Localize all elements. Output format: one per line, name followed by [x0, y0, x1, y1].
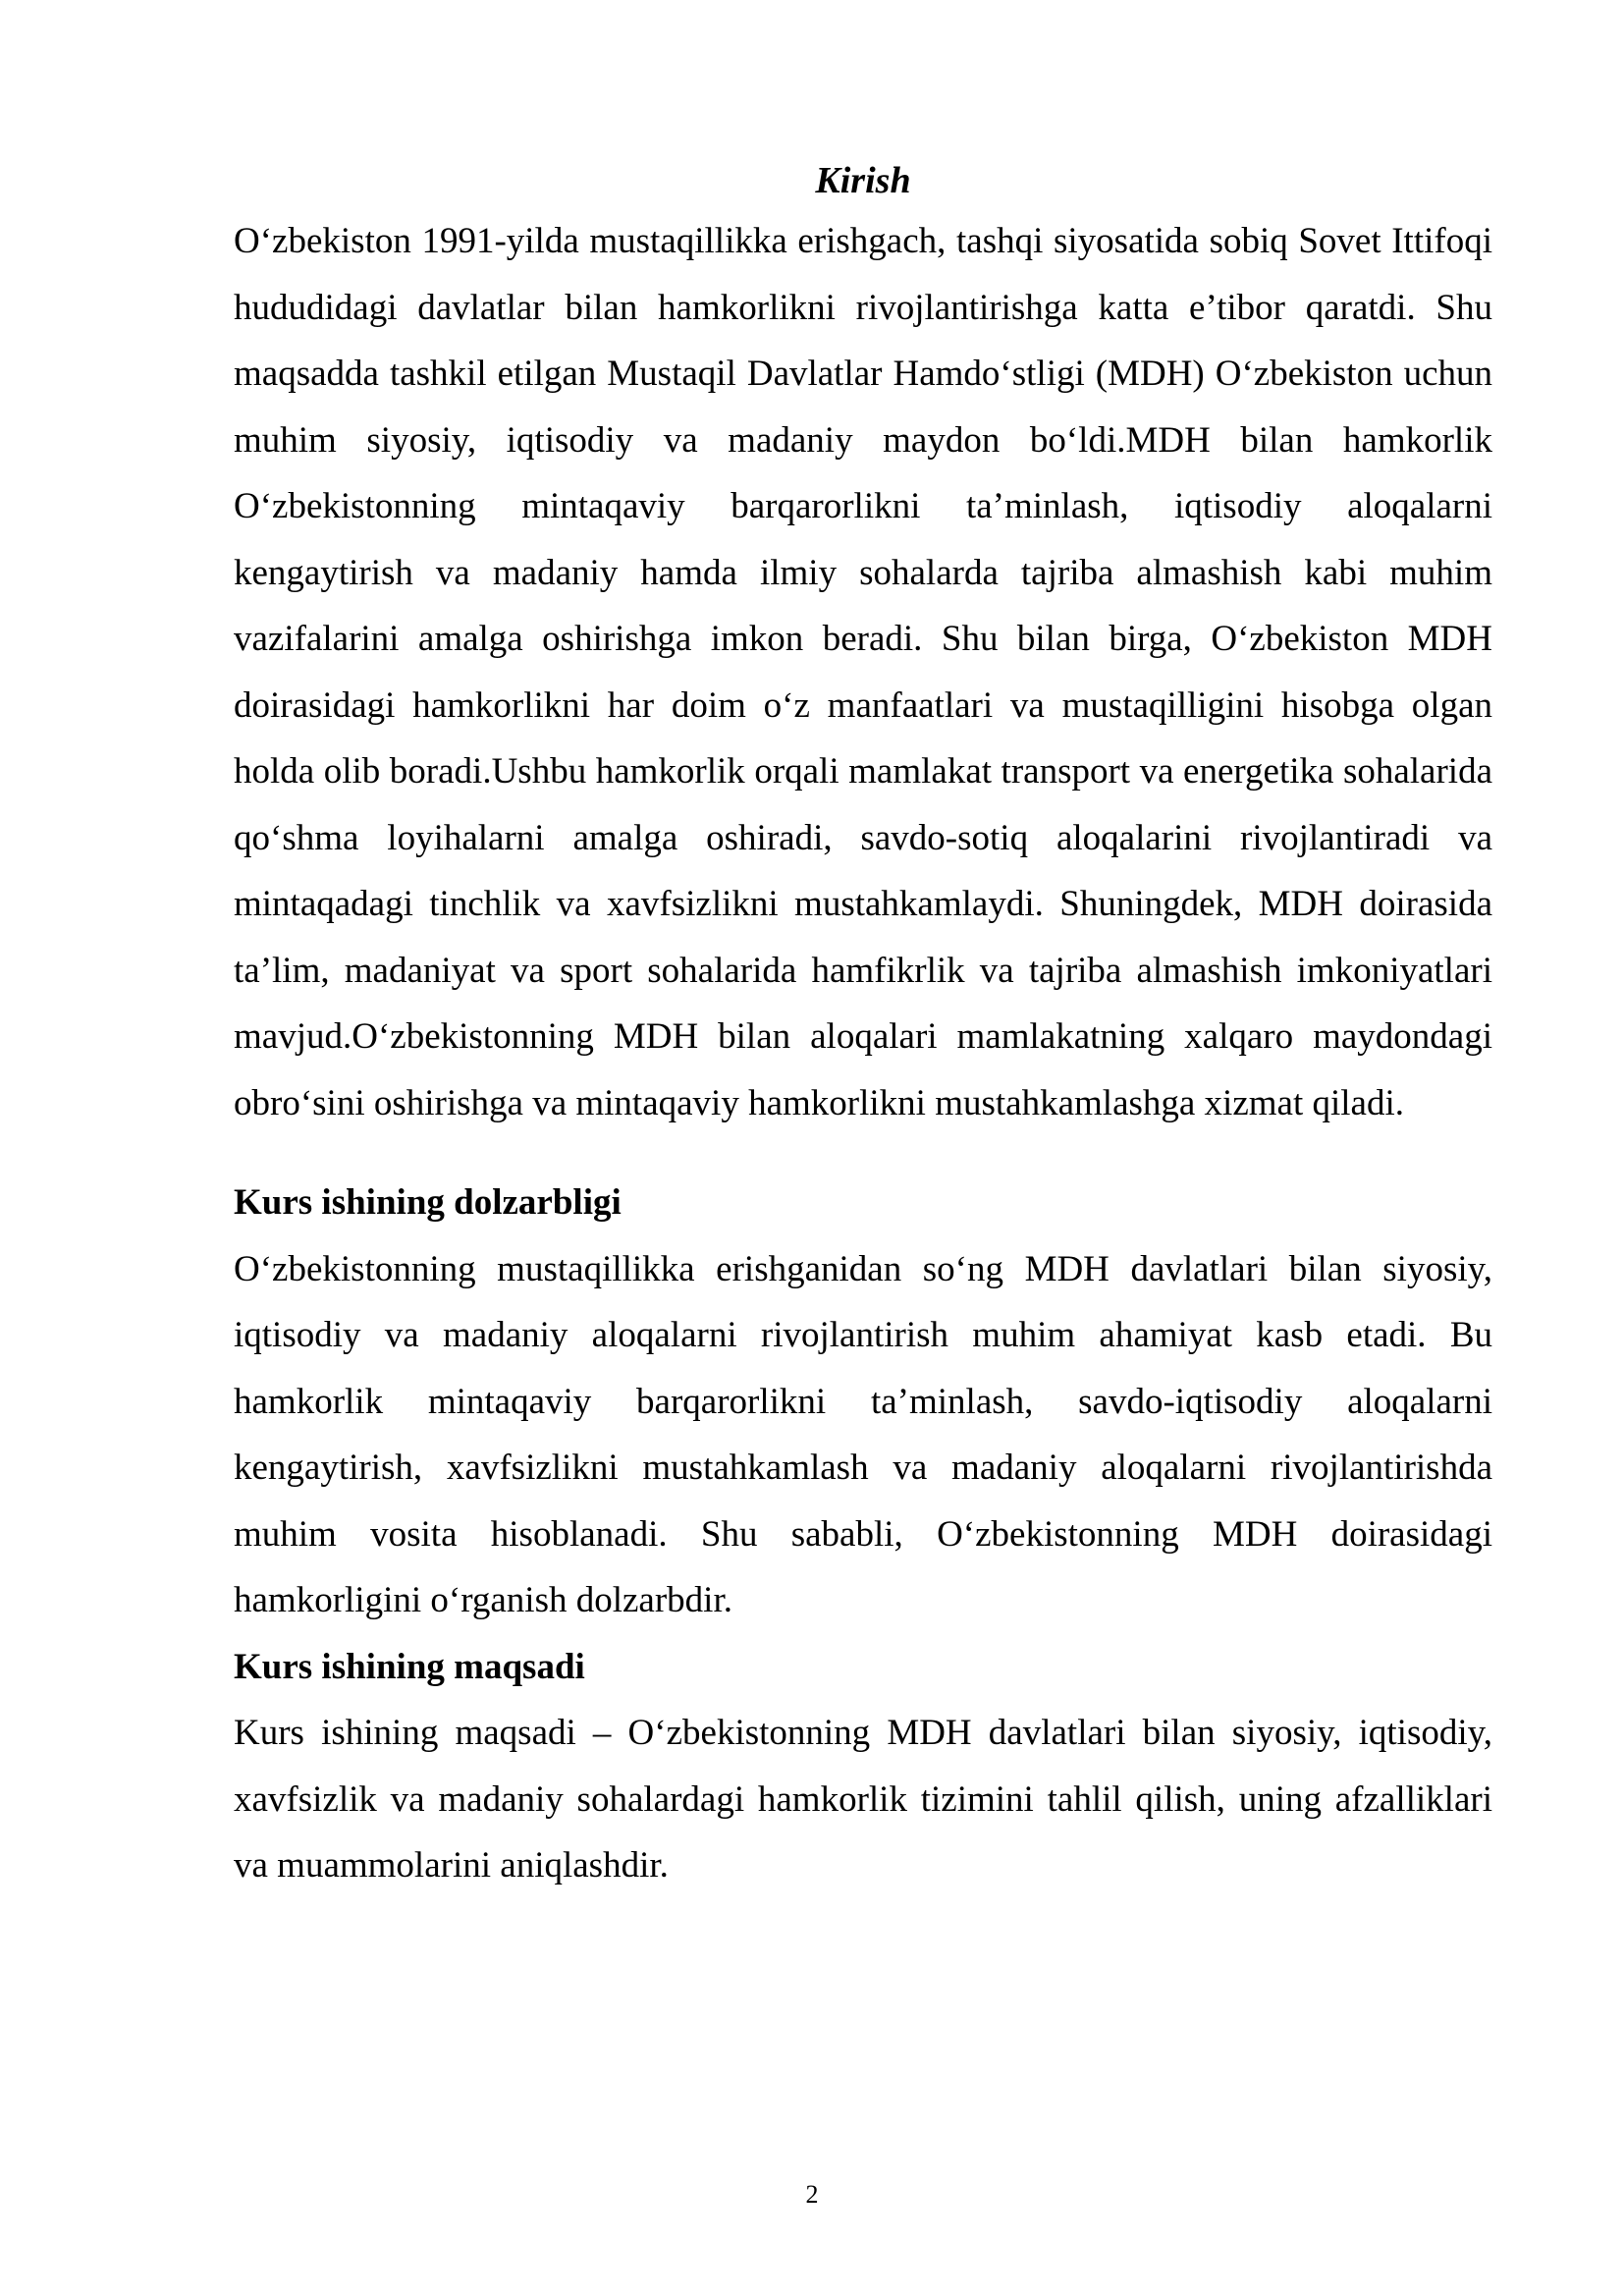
page-number: 2	[805, 2180, 819, 2209]
relevance-title: Kurs ishining dolzarbligi	[234, 1182, 622, 1223]
section-spacer	[234, 1136, 1492, 1170]
goal-title: Kurs ishining maqsadi	[234, 1646, 585, 1687]
page-content	[234, 153, 1492, 1899]
relevance-paragraph: O‘zbekistonning mustaqillikka erishganidan so‘ng MDH davlatlari bilan siyosiy, iqtisodiy va madaniy aloqalarni rivojlantirish muhim ahamiyat kasb etadi. Bu hamkorlik mintaqaviy barqarorlikni ta’minlash, savdo-iqtisodiy aloqalarni kengaytirish, xavfsizlikni mustahkamlash va madaniy aloqalarni rivojlantirishda muhim vosita hisoblanadi. Shu sababli, O‘zbekistonning MDH doirasidagi hamkorligini o‘rganish dolzarbdir.	[234, 1248, 1492, 1620]
goal-paragraph: Kurs ishining maqsadi – O‘zbekistonning MDH davlatlari bilan siyosiy, iqtisodiy, xavfsizlik va madaniy sohalardagi hamkorlik tizimini tahlil qilish, uning afzalliklari va muammolarini aniqlashdir.	[234, 1713, 1492, 1886]
intro-paragraph: O‘zbekiston 1991-yilda mustaqillikka erishgach, tashqi siyosatida sobiq Sovet Ittifoqi hududidagi davlatlar bilan hamkorlikni rivojlantirishga katta e’tibor qaratdi. Shu maqsadda tashkil etilgan Mustaqil Davlatlar Hamdo‘stligi (MDH) O‘zbekiston uchun muhim siyosiy, iqtisodiy va madaniy maydon bo‘ldi.MDH bilan hamkorlik O‘zbekistonning mintaqaviy barqarorlikni ta’minlash, iqtisodiy aloqalarni kengaytirish va madaniy hamda ilmiy sohalarda tajriba almashish kabi muhim vazifalarini amalga oshirishga imkon beradi. Shu bilan birga, O‘zbekiston MDH doirasidagi hamkorlikni har doim o‘z manfaatlari va mustaqilligini hisobga olgan holda olib boradi.Ushbu hamkorlik orqali mamlakat transport va energetika sohalarida qo‘shma loyihalarni amalga oshiradi, savdo-sotiq aloqalarini rivojlantiradi va mintaqadagi tinchlik va xavfsizlikni mustahkamlaydi. Shuningdek, MDH doirasida ta’lim, madaniyat va sport sohalarida hamfikrlik va tajriba almashish imkoniyatlari mavjud.O‘zbekistonning MDH bilan aloqalari mamlakatning xalqaro maydondagi obro‘sini oshirishga va mintaqaviy hamkorlikni mustahkamlashga xizmat qiladi.	[234, 221, 1492, 1123]
intro-title: Kirish	[815, 160, 911, 201]
